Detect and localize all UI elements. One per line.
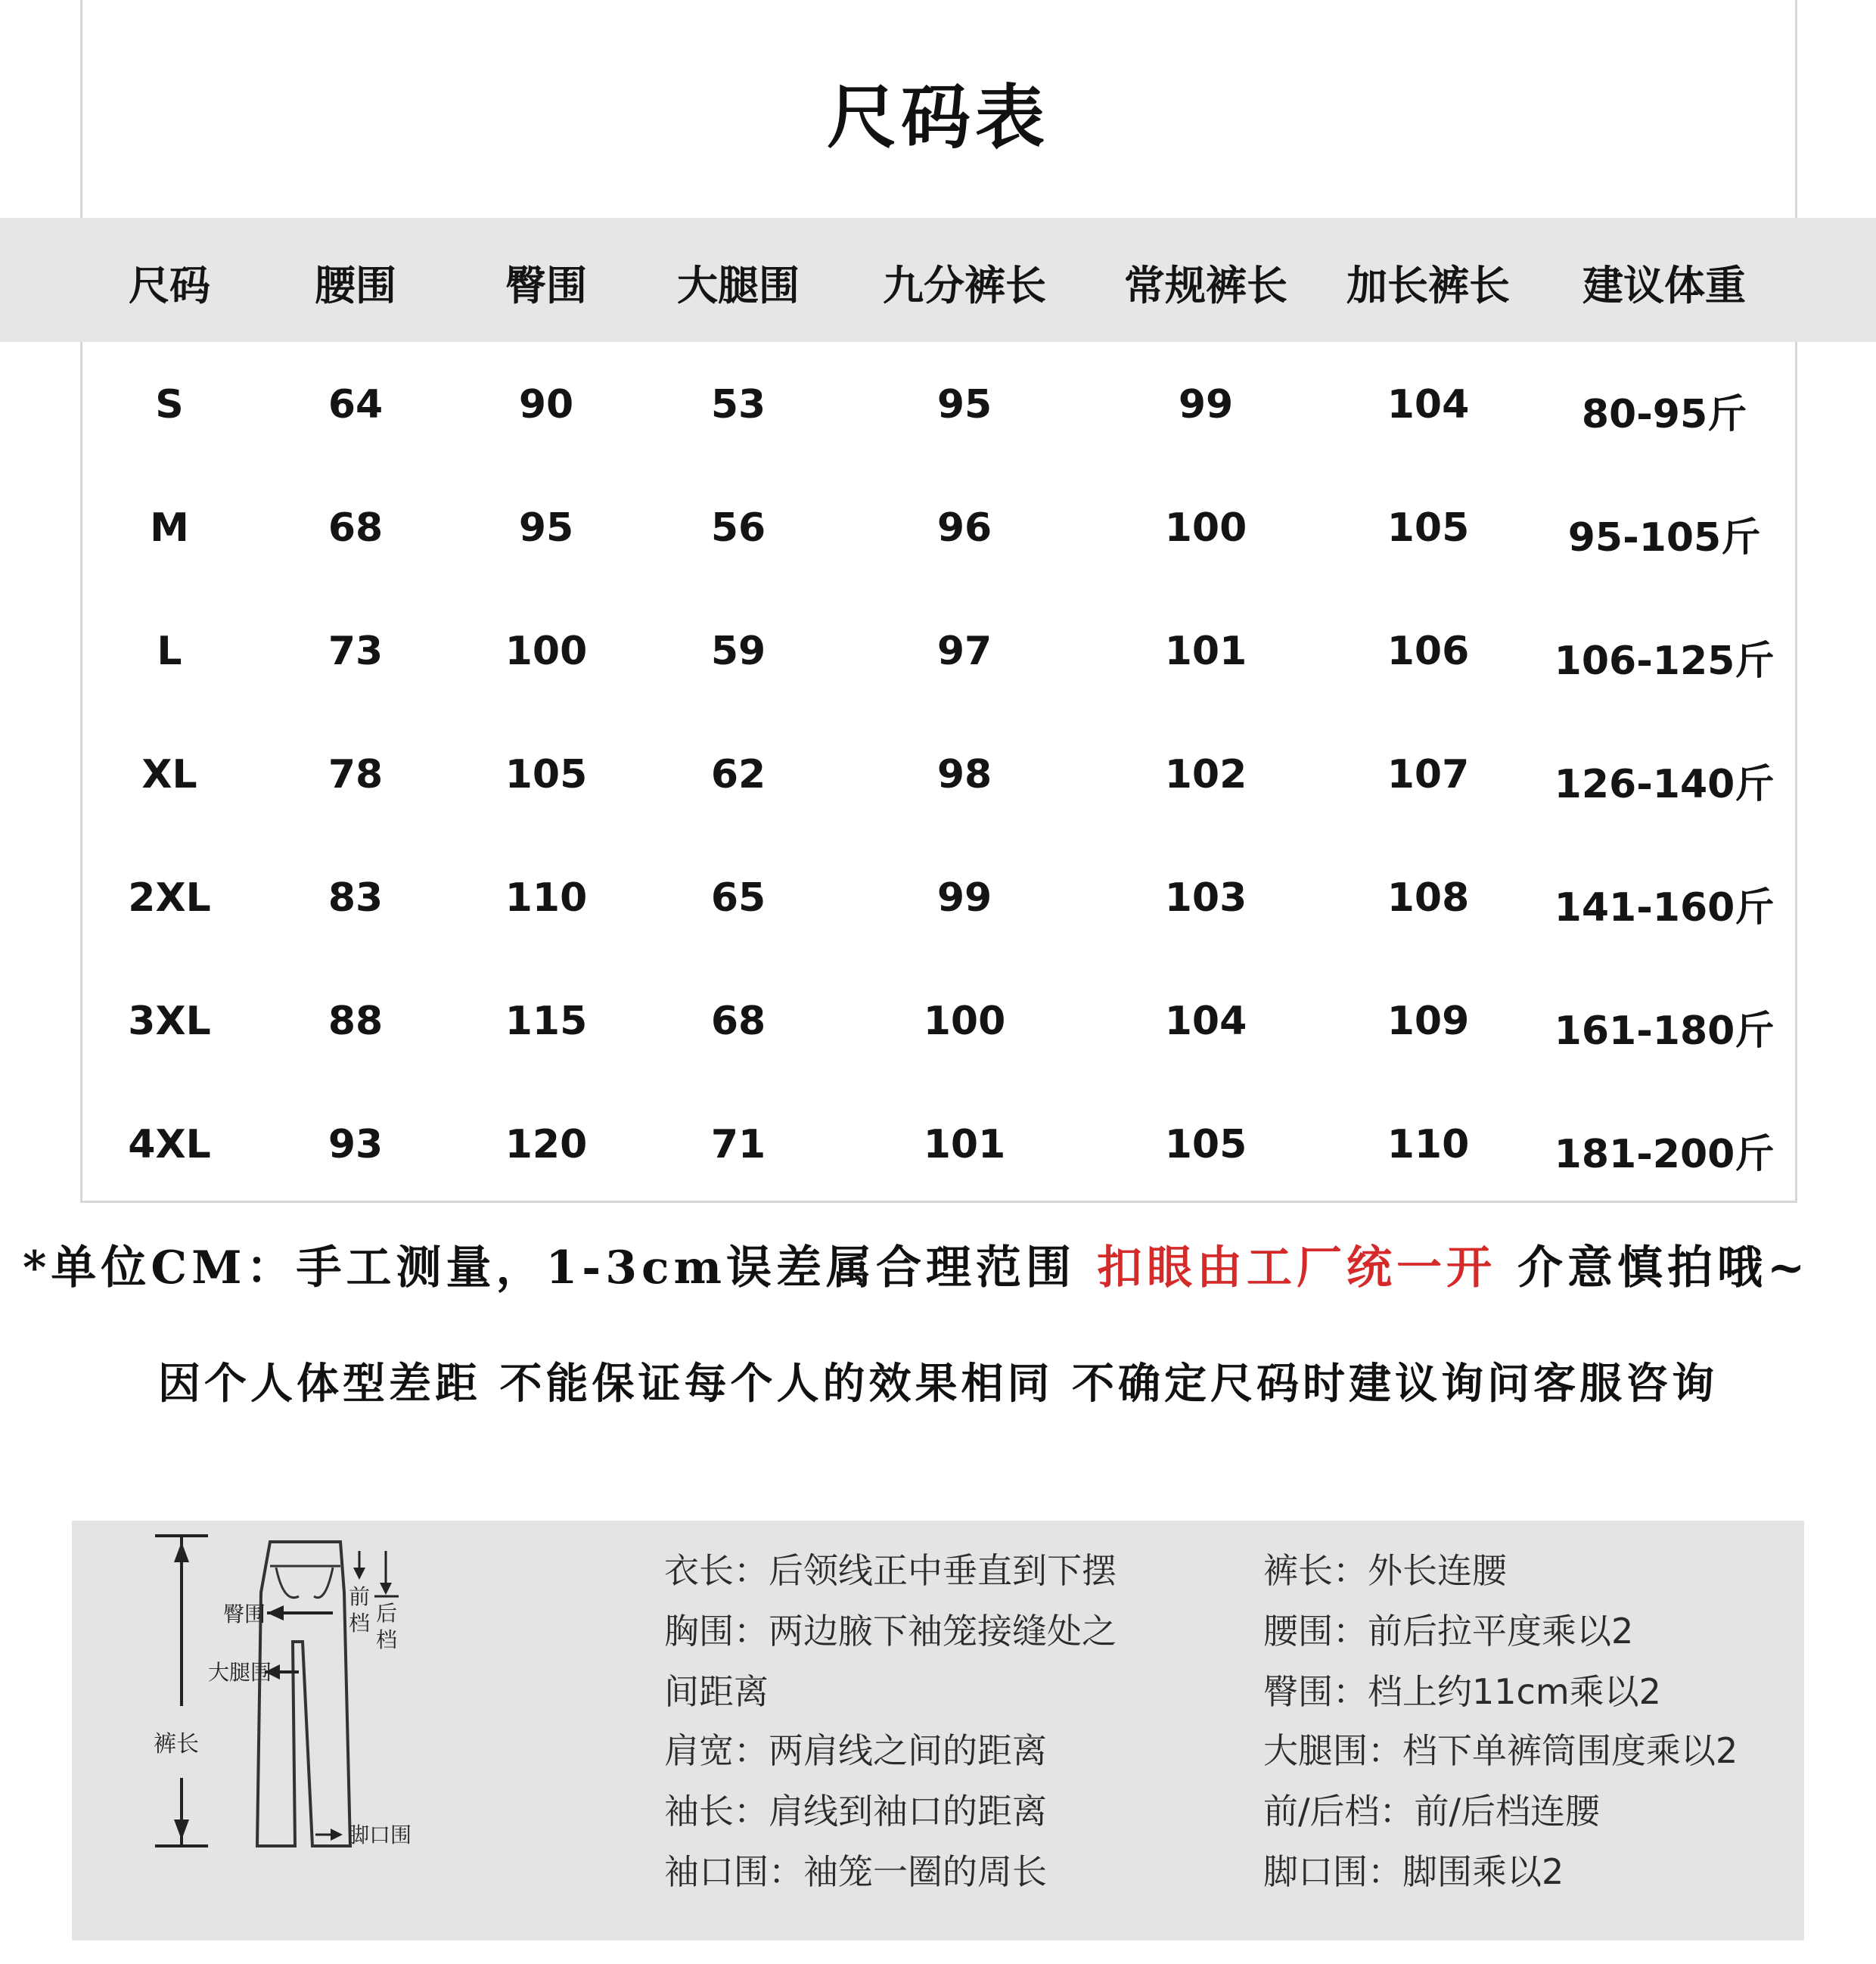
table-cell: 106-125斤 (1554, 639, 1775, 684)
table-cell: 59 (710, 629, 766, 674)
table-cell: 96 (936, 505, 992, 551)
arrow-up-icon (174, 1542, 189, 1562)
table-cell: 120 (505, 1122, 588, 1167)
table-cell: 99 (1178, 382, 1234, 427)
table-cell: 90 (518, 382, 574, 427)
table-cell: 68 (328, 505, 384, 551)
table-cell: 104 (1387, 382, 1470, 427)
table-cell: 2XL (128, 875, 211, 921)
arrow-right-icon (331, 1829, 343, 1841)
table-cell: 181-200斤 (1554, 1132, 1775, 1177)
note-measurement-main: *单位CM：手工测量，1-3cm误差属合理范围 (23, 1241, 1076, 1294)
label-back-rise: 后档 (376, 1601, 398, 1652)
guide-left-line: 衣长：后领线正中垂直到下摆 (664, 1550, 1117, 1591)
table-cell: 104 (1164, 999, 1247, 1044)
table-cell: L (157, 629, 182, 674)
table-cell: 110 (505, 875, 588, 921)
table-header-cell: 九分裤长 (883, 262, 1046, 309)
table-cell: 4XL (128, 1122, 211, 1167)
table-cell: 161-180斤 (1554, 1008, 1775, 1054)
table-cell: 3XL (128, 999, 211, 1044)
table-cell: 95 (936, 382, 992, 427)
label-hip: 臀围 (223, 1602, 266, 1627)
note-caution: 介意慎拍哦~ (1517, 1241, 1810, 1294)
arrow-down-icon (353, 1568, 365, 1580)
guide-right-line: 前/后档：前/后档连腰 (1263, 1791, 1600, 1832)
table-header-cell: 建议体重 (1582, 262, 1746, 309)
guide-left-line: 胸围：两边腋下袖笼接缝处之 (664, 1611, 1117, 1652)
table-cell: 141-160斤 (1554, 885, 1775, 931)
table-cell: 95 (518, 505, 574, 551)
arrow-left-icon (267, 1605, 284, 1621)
table-cell: 97 (936, 629, 992, 674)
pocket-right (314, 1568, 333, 1598)
table-cell: 115 (505, 999, 588, 1044)
table-cell: M (150, 505, 189, 551)
table-cell: 100 (1164, 505, 1247, 551)
table-header-cell: 腰围 (315, 262, 396, 309)
label-length: 裤长 (154, 1731, 199, 1757)
guide-right-line: 裤长：外长连腰 (1263, 1550, 1507, 1591)
table-cell: 100 (505, 629, 588, 674)
note-measurement (23, 1232, 1809, 1297)
pants-outline-icon (257, 1542, 350, 1846)
table-cell: 65 (710, 875, 766, 921)
table-cell: 110 (1387, 1122, 1470, 1167)
arrow-down-icon (174, 1819, 189, 1840)
table-cell: 105 (1164, 1122, 1247, 1167)
table-cell: 71 (710, 1122, 766, 1167)
guide-left-line: 肩宽：两肩线之间的距离 (664, 1730, 1047, 1771)
table-cell: 56 (710, 505, 766, 551)
table-cell: 109 (1387, 999, 1470, 1044)
table-cell: 99 (936, 875, 992, 921)
table-cell: 53 (710, 382, 766, 427)
table-header-cell: 尺码 (129, 262, 210, 309)
note-buttonhole-warning: 扣眼由工厂统一开 (1096, 1241, 1496, 1294)
label-leg-opening: 脚口围 (348, 1823, 412, 1847)
arrow-down-icon (380, 1583, 392, 1595)
table-cell: 105 (505, 752, 588, 797)
table-cell: 107 (1387, 752, 1470, 797)
table-cell: 78 (328, 752, 384, 797)
guide-right-line: 脚口围：脚围乘以2 (1263, 1851, 1564, 1892)
table-cell: 103 (1164, 875, 1247, 921)
table-cell: 105 (1387, 505, 1470, 551)
table-cell: 73 (328, 629, 384, 674)
table-cell: XL (141, 752, 197, 797)
table-cell: 95-105斤 (1567, 515, 1761, 561)
label-thigh: 大腿围 (208, 1660, 272, 1685)
table-cell: 101 (1164, 629, 1247, 674)
table-cell: 126-140斤 (1554, 762, 1775, 807)
table-cell: 108 (1387, 875, 1470, 921)
table-cell: 68 (710, 999, 766, 1044)
table-header-cell: 大腿围 (677, 262, 800, 309)
guide-left-line: 间距离 (664, 1671, 769, 1712)
table-cell: S (155, 382, 184, 427)
note-size-advice: 因个人体型差距 不能保证每个人的效果相同 不确定尺码时建议询问客服咨询 (158, 1359, 1718, 1409)
table-cell: 101 (923, 1122, 1006, 1167)
guide-right-line: 臀围：档上约11cm乘以2 (1263, 1671, 1661, 1712)
label-front-rise: 前档 (349, 1584, 371, 1636)
guide-left-line: 袖长：肩线到袖口的距离 (664, 1791, 1047, 1832)
table-header-cell: 臀围 (505, 262, 587, 309)
page-title: 尺码表 (826, 77, 1049, 158)
table-header-cell: 常规裤长 (1124, 262, 1287, 309)
guide-left-line: 袖口围：袖笼一圈的周长 (664, 1851, 1047, 1892)
table-cell: 93 (328, 1122, 384, 1167)
table-header-cell: 加长裤长 (1346, 262, 1510, 309)
pants-diagram (72, 1521, 601, 1941)
table-cell: 62 (710, 752, 766, 797)
table-cell: 106 (1387, 629, 1470, 674)
table-cell: 88 (328, 999, 384, 1044)
pocket-left (276, 1568, 299, 1598)
table-cell: 64 (328, 382, 384, 427)
table-cell: 100 (923, 999, 1006, 1044)
table-cell: 80-95斤 (1581, 392, 1747, 437)
measurement-guide (72, 1521, 1804, 1941)
guide-right-line: 腰围：前后拉平度乘以2 (1263, 1611, 1634, 1652)
table-cell: 98 (936, 752, 992, 797)
table-cell: 102 (1164, 752, 1247, 797)
table-cell: 83 (328, 875, 384, 921)
guide-right-line: 大腿围：档下单裤筒围度乘以2 (1263, 1730, 1738, 1771)
